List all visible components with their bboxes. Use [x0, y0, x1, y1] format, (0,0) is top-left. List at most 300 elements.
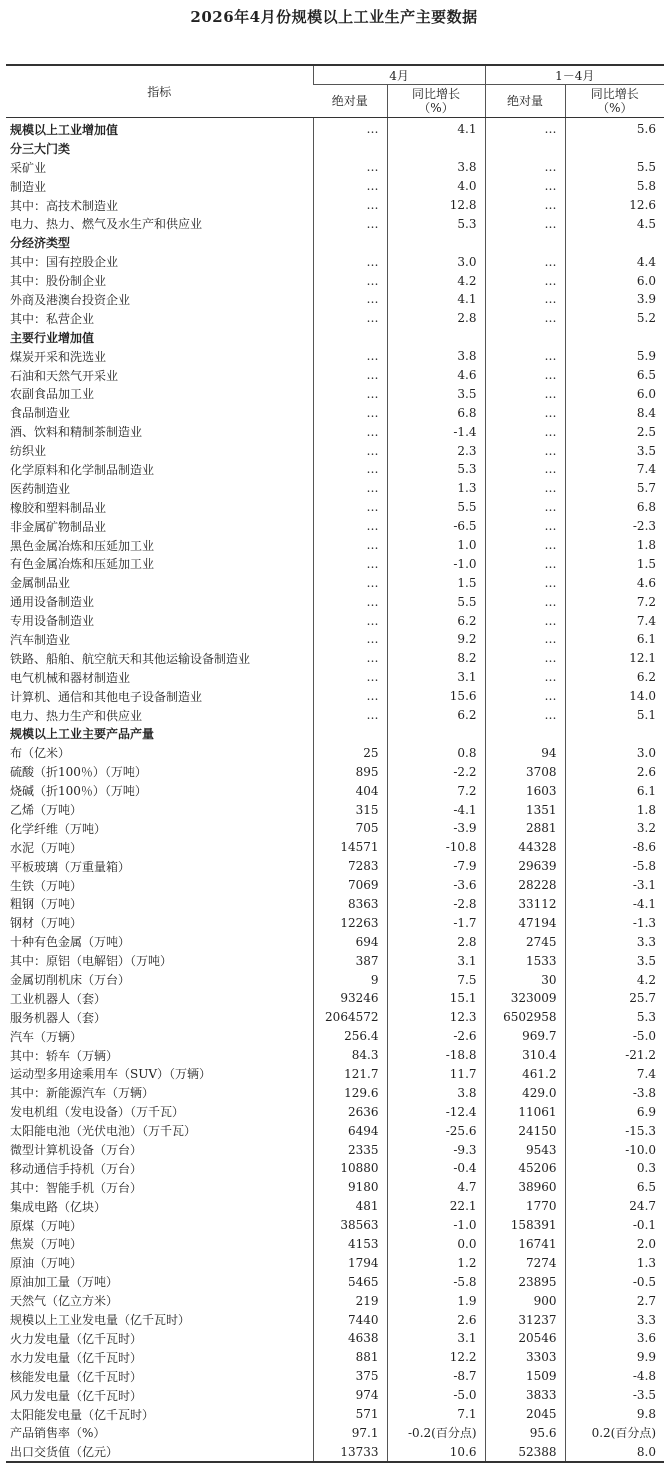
- cum-yoy-cell: 7.4: [565, 460, 664, 479]
- cum-absolute-cell: …: [485, 271, 565, 290]
- indicator-label: 外商及港澳台投资企业: [10, 292, 131, 307]
- table-row: [6, 819, 664, 838]
- cum-yoy-cell: -3.8: [565, 1083, 664, 1102]
- table-body: [6, 118, 664, 1463]
- table-row: [6, 177, 664, 196]
- month-yoy-cell: 12.8: [387, 196, 485, 215]
- indicator-label: 采矿业: [10, 160, 47, 175]
- cum-absolute-cell: 24150: [485, 1121, 565, 1140]
- indicator-label: 黑色金属冶炼和压延加工业: [10, 538, 155, 553]
- month-yoy-cell: [387, 233, 485, 252]
- month-absolute-cell: …: [313, 441, 387, 460]
- indicator-label: 有色金属冶炼和压延加工业: [10, 557, 155, 572]
- month-yoy-cell: -7.9: [387, 857, 485, 876]
- cum-absolute-cell: 7274: [485, 1253, 565, 1272]
- month-yoy-cell: 6.2: [387, 611, 485, 630]
- cum-yoy-cell: 5.1: [565, 706, 664, 725]
- month-yoy-cell: -12.4: [387, 1102, 485, 1121]
- month-absolute-cell: 256.4: [313, 1027, 387, 1046]
- table-row: [6, 1291, 664, 1310]
- cum-yoy-cell: 4.4: [565, 252, 664, 271]
- indicator-label: 制造业: [10, 179, 47, 194]
- cum-yoy-cell: 8.0: [565, 1442, 664, 1462]
- month-yoy-cell: -2.6: [387, 1027, 485, 1046]
- indicator-label: 通用设备制造业: [10, 595, 95, 610]
- industrial-data-table: [6, 64, 664, 1463]
- month-absolute-cell: 4638: [313, 1329, 387, 1348]
- table-row: [6, 517, 664, 536]
- indicator-label: 水力发电量（亿千瓦时）: [10, 1350, 143, 1365]
- month-yoy-cell: -4.1: [387, 800, 485, 819]
- indicator-label: 纺织业: [10, 444, 47, 459]
- indicator-label: 化学原料和化学制品制造业: [10, 462, 155, 477]
- month-absolute-cell: 9: [313, 970, 387, 989]
- month-yoy-cell: 7.1: [387, 1405, 485, 1424]
- month-absolute-cell: …: [313, 573, 387, 592]
- indicator-label: 布（亿米）: [10, 746, 71, 761]
- table-row: [6, 1140, 664, 1159]
- table-row: [6, 611, 664, 630]
- month-yoy-cell: -9.3: [387, 1140, 485, 1159]
- month-absolute-cell: …: [313, 290, 387, 309]
- month-absolute-cell: 375: [313, 1367, 387, 1386]
- cum-yoy-cell: 7.4: [565, 611, 664, 630]
- cum-yoy-cell: 12.1: [565, 649, 664, 668]
- cum-yoy-cell: 5.5: [565, 158, 664, 177]
- cum-absolute-cell: 1351: [485, 800, 565, 819]
- table-row: [6, 687, 664, 706]
- month-absolute-cell: …: [313, 517, 387, 536]
- indicator-label: 分经济类型: [10, 236, 71, 251]
- cum-absolute-cell: …: [485, 158, 565, 177]
- month-absolute-cell: …: [313, 536, 387, 555]
- table-row: [6, 441, 664, 460]
- table-row: [6, 1272, 664, 1291]
- table-row: [6, 214, 664, 233]
- month-yoy-cell: 2.8: [387, 932, 485, 951]
- table-row: [6, 857, 664, 876]
- month-absolute-cell: …: [313, 366, 387, 385]
- cum-yoy-cell: 5.8: [565, 177, 664, 196]
- month-yoy-cell: -2.8: [387, 895, 485, 914]
- cum-yoy-cell: 5.6: [565, 118, 664, 139]
- cum-absolute-cell: 1770: [485, 1197, 565, 1216]
- month-absolute-cell: 7283: [313, 857, 387, 876]
- month-absolute-cell: 97.1: [313, 1423, 387, 1442]
- indicator-label: 电气机械和器材制造业: [10, 670, 131, 685]
- indicator-label: 食品制造业: [10, 406, 71, 421]
- indicator-label: 其中：国有控股企业: [10, 255, 119, 270]
- month-yoy-cell: 3.1: [387, 1329, 485, 1348]
- cum-absolute-cell: [485, 725, 565, 744]
- table-row: [6, 1329, 664, 1348]
- month-yoy-cell: -5.8: [387, 1272, 485, 1291]
- month-absolute-cell: 93246: [313, 989, 387, 1008]
- cum-yoy-cell: 7.4: [565, 1065, 664, 1084]
- month-absolute-cell: …: [313, 460, 387, 479]
- yoy-label-line2: （%）: [597, 101, 633, 115]
- month-yoy-cell: -3.9: [387, 819, 485, 838]
- cum-absolute-header: [485, 85, 565, 118]
- cum-absolute-cell: …: [485, 630, 565, 649]
- cum-absolute-cell: 31237: [485, 1310, 565, 1329]
- month-absolute-cell: 387: [313, 951, 387, 970]
- cum-absolute-cell: 33112: [485, 895, 565, 914]
- cum-yoy-cell: 6.1: [565, 781, 664, 800]
- month-absolute-cell: …: [313, 118, 387, 139]
- table-row: [6, 271, 664, 290]
- cum-yoy-cell: 9.9: [565, 1348, 664, 1367]
- cum-yoy-cell: 5.9: [565, 347, 664, 366]
- month-yoy-cell: -5.0: [387, 1386, 485, 1405]
- month-absolute-cell: 4153: [313, 1235, 387, 1254]
- table-row: [6, 1216, 664, 1235]
- cum-yoy-cell: 6.9: [565, 1102, 664, 1121]
- cum-absolute-cell: …: [485, 252, 565, 271]
- indicator-label: 原油（万吨）: [10, 1256, 83, 1271]
- cum-absolute-cell: …: [485, 196, 565, 215]
- cum-yoy-cell: 3.2: [565, 819, 664, 838]
- cum-yoy-cell: 3.3: [565, 1310, 664, 1329]
- cum-yoy-cell: -5.8: [565, 857, 664, 876]
- table-row: [6, 706, 664, 725]
- cum-yoy-cell: 2.6: [565, 762, 664, 781]
- month-yoy-cell: 12.3: [387, 1008, 485, 1027]
- month-absolute-cell: …: [313, 706, 387, 725]
- table-row: [6, 139, 664, 158]
- table-row: [6, 1046, 664, 1065]
- indicator-label: 微型计算机设备（万台）: [10, 1143, 143, 1158]
- cum-yoy-cell: 3.3: [565, 932, 664, 951]
- month-absolute-cell: 2636: [313, 1102, 387, 1121]
- cum-absolute-cell: 11061: [485, 1102, 565, 1121]
- cum-yoy-cell: 14.0: [565, 687, 664, 706]
- cum-absolute-cell: …: [485, 706, 565, 725]
- cum-yoy-cell: 1.8: [565, 536, 664, 555]
- cum-absolute-cell: 20546: [485, 1329, 565, 1348]
- month-absolute-cell: …: [313, 196, 387, 215]
- indicator-label: 汽车（万辆）: [10, 1029, 83, 1044]
- month-absolute-cell: 8363: [313, 895, 387, 914]
- indicator-label: 其中：轿车（万辆）: [10, 1048, 119, 1063]
- table-row: [6, 554, 664, 573]
- table-row: [6, 725, 664, 744]
- cum-absolute-cell: …: [485, 479, 565, 498]
- table-row: [6, 1065, 664, 1084]
- table-row: [6, 233, 664, 252]
- month-absolute-cell: …: [313, 271, 387, 290]
- indicator-label: 粗钢（万吨）: [10, 897, 83, 912]
- cum-yoy-cell: 7.2: [565, 592, 664, 611]
- month-absolute-cell: …: [313, 498, 387, 517]
- month-absolute-cell: 481: [313, 1197, 387, 1216]
- cum-absolute-cell: 23895: [485, 1272, 565, 1291]
- cum-absolute-cell: …: [485, 687, 565, 706]
- month-absolute-cell: 219: [313, 1291, 387, 1310]
- month-absolute-cell: 12263: [313, 913, 387, 932]
- month-absolute-cell: …: [313, 252, 387, 271]
- table-row: [6, 1159, 664, 1178]
- indicator-label: 专用设备制造业: [10, 614, 95, 629]
- cum-yoy-cell: [565, 725, 664, 744]
- indicator-label: 火力发电量（亿千瓦时）: [10, 1331, 143, 1346]
- month-yoy-cell: 3.5: [387, 384, 485, 403]
- month-yoy-cell: 1.3: [387, 479, 485, 498]
- month-absolute-cell: 895: [313, 762, 387, 781]
- cum-yoy-header: [565, 85, 664, 118]
- cum-yoy-cell: 3.5: [565, 951, 664, 970]
- table-row: [6, 781, 664, 800]
- month-absolute-cell: 7440: [313, 1310, 387, 1329]
- table-row: [6, 1253, 664, 1272]
- cum-absolute-cell: …: [485, 498, 565, 517]
- month-yoy-cell: 0.0: [387, 1235, 485, 1254]
- table-row: [6, 592, 664, 611]
- indicator-label: 金属切削机床（万台）: [10, 973, 131, 988]
- cum-absolute-cell: 429.0: [485, 1083, 565, 1102]
- month-absolute-cell: 14571: [313, 838, 387, 857]
- table-row: [6, 762, 664, 781]
- table-row: [6, 1197, 664, 1216]
- indicator-label: 产品销售率（%）: [10, 1426, 106, 1441]
- cum-yoy-cell: 6.1: [565, 630, 664, 649]
- cum-absolute-cell: 158391: [485, 1216, 565, 1235]
- month-yoy-cell: -25.6: [387, 1121, 485, 1140]
- month-absolute-cell: …: [313, 687, 387, 706]
- indicator-label: 十种有色金属（万吨）: [10, 935, 131, 950]
- month-yoy-cell: 4.1: [387, 290, 485, 309]
- table-row: [6, 403, 664, 422]
- cum-yoy-cell: -1.3: [565, 913, 664, 932]
- month-yoy-cell: 7.2: [387, 781, 485, 800]
- month-absolute-cell: 315: [313, 800, 387, 819]
- table-row: [6, 1235, 664, 1254]
- cum-absolute-cell: …: [485, 460, 565, 479]
- month-yoy-cell: 9.2: [387, 630, 485, 649]
- cum-yoy-cell: -3.1: [565, 876, 664, 895]
- table-row: [6, 1405, 664, 1424]
- abs-label: 绝对量: [331, 94, 368, 108]
- month-absolute-cell: 9180: [313, 1178, 387, 1197]
- cum-absolute-cell: …: [485, 214, 565, 233]
- month-yoy-cell: [387, 139, 485, 158]
- month-absolute-cell: 881: [313, 1348, 387, 1367]
- cum-yoy-cell: [565, 139, 664, 158]
- month-yoy-cell: 3.1: [387, 668, 485, 687]
- table-row: [6, 1027, 664, 1046]
- cum-absolute-cell: 52388: [485, 1442, 565, 1462]
- cum-yoy-cell: -8.6: [565, 838, 664, 857]
- cum-absolute-cell: 2881: [485, 819, 565, 838]
- cum-yoy-cell: 2.7: [565, 1291, 664, 1310]
- month-yoy-cell: 0.8: [387, 743, 485, 762]
- month-yoy-cell: -1.0: [387, 1216, 485, 1235]
- month-yoy-cell: 4.2: [387, 271, 485, 290]
- table-row: [6, 630, 664, 649]
- table-row: [6, 366, 664, 385]
- cum-absolute-cell: 28228: [485, 876, 565, 895]
- indicator-label: 化学纤维（万吨）: [10, 821, 107, 836]
- month-yoy-cell: 3.8: [387, 158, 485, 177]
- indicator-label: 医药制造业: [10, 481, 71, 496]
- indicator-label: 服务机器人（套）: [10, 1010, 107, 1025]
- indicator-label: 核能发电量（亿千瓦时）: [10, 1369, 143, 1384]
- table-row: [6, 384, 664, 403]
- indicator-label: 发电机组（发电设备）（万千瓦）: [10, 1105, 185, 1120]
- cum-yoy-cell: -3.5: [565, 1386, 664, 1405]
- month-absolute-cell: 5465: [313, 1272, 387, 1291]
- month-yoy-cell: 4.7: [387, 1178, 485, 1197]
- month-yoy-cell: 2.8: [387, 309, 485, 328]
- month-yoy-cell: 15.6: [387, 687, 485, 706]
- month-absolute-cell: …: [313, 384, 387, 403]
- month-yoy-cell: 5.3: [387, 460, 485, 479]
- cum-absolute-cell: 1603: [485, 781, 565, 800]
- cum-absolute-cell: 30: [485, 970, 565, 989]
- cum-absolute-cell: …: [485, 592, 565, 611]
- month-absolute-cell: …: [313, 630, 387, 649]
- period-cumulative-header: 1－4月: [485, 65, 664, 85]
- indicator-label: 规模以上工业增加值: [10, 122, 119, 137]
- cum-absolute-cell: 2745: [485, 932, 565, 951]
- cum-absolute-cell: 900: [485, 1291, 565, 1310]
- cum-yoy-cell: 6.5: [565, 366, 664, 385]
- month-yoy-cell: [387, 725, 485, 744]
- month-absolute-cell: [313, 139, 387, 158]
- cum-absolute-cell: 3833: [485, 1386, 565, 1405]
- month-yoy-cell: 3.8: [387, 1083, 485, 1102]
- cum-absolute-cell: …: [485, 422, 565, 441]
- cum-yoy-cell: 3.0: [565, 743, 664, 762]
- cum-yoy-cell: 5.7: [565, 479, 664, 498]
- indicator-label: 其中：股份制企业: [10, 274, 107, 289]
- cum-absolute-cell: 45206: [485, 1159, 565, 1178]
- table-row: [6, 932, 664, 951]
- indicator-label: 其中：智能手机（万台）: [10, 1180, 143, 1195]
- indicator-label: 平板玻璃（万重量箱）: [10, 859, 131, 874]
- cum-absolute-cell: …: [485, 177, 565, 196]
- cum-absolute-cell: [485, 139, 565, 158]
- cum-yoy-cell: -21.2: [565, 1046, 664, 1065]
- cum-absolute-cell: 47194: [485, 913, 565, 932]
- table-row: [6, 913, 664, 932]
- cum-absolute-cell: 16741: [485, 1235, 565, 1254]
- cum-yoy-cell: -15.3: [565, 1121, 664, 1140]
- indicator-label: 计算机、通信和其他电子设备制造业: [10, 689, 203, 704]
- month-absolute-cell: …: [313, 403, 387, 422]
- cum-absolute-cell: [485, 233, 565, 252]
- month-absolute-cell: 10880: [313, 1159, 387, 1178]
- cum-absolute-cell: …: [485, 309, 565, 328]
- indicator-label: 汽车制造业: [10, 632, 71, 647]
- indicator-label: 太阳能发电量（亿千瓦时）: [10, 1407, 155, 1422]
- cum-yoy-cell: 6.0: [565, 384, 664, 403]
- table-row: [6, 1367, 664, 1386]
- cum-yoy-cell: 3.9: [565, 290, 664, 309]
- cum-absolute-cell: 6502958: [485, 1008, 565, 1027]
- month-absolute-cell: 2064572: [313, 1008, 387, 1027]
- cum-yoy-cell: 6.2: [565, 668, 664, 687]
- cum-absolute-cell: 94: [485, 743, 565, 762]
- table-row: [6, 573, 664, 592]
- cum-absolute-cell: 323009: [485, 989, 565, 1008]
- cum-absolute-cell: …: [485, 611, 565, 630]
- cum-yoy-cell: -10.0: [565, 1140, 664, 1159]
- cum-absolute-cell: 3708: [485, 762, 565, 781]
- yoy-label-line2: （%）: [418, 101, 454, 115]
- cum-yoy-cell: 1.8: [565, 800, 664, 819]
- month-yoy-header: [387, 85, 485, 118]
- cum-yoy-cell: 12.6: [565, 196, 664, 215]
- table-row: [6, 970, 664, 989]
- cum-absolute-cell: …: [485, 649, 565, 668]
- table-row: [6, 118, 664, 139]
- cum-yoy-cell: 6.0: [565, 271, 664, 290]
- month-yoy-cell: -2.2: [387, 762, 485, 781]
- month-yoy-cell: 3.0: [387, 252, 485, 271]
- table-row: [6, 460, 664, 479]
- month-absolute-cell: …: [313, 592, 387, 611]
- month-yoy-cell: [387, 328, 485, 347]
- cum-yoy-cell: 4.5: [565, 214, 664, 233]
- indicator-label: 天然气（亿立方米）: [10, 1294, 119, 1309]
- indicator-label: 原油加工量（万吨）: [10, 1275, 119, 1290]
- indicator-label: 原煤（万吨）: [10, 1218, 83, 1233]
- table-row: [6, 1348, 664, 1367]
- month-yoy-cell: 3.8: [387, 347, 485, 366]
- table-row: [6, 951, 664, 970]
- cum-absolute-cell: [485, 328, 565, 347]
- table-row: [6, 838, 664, 857]
- cum-absolute-cell: …: [485, 384, 565, 403]
- indicator-label: 酒、饮料和精制茶制造业: [10, 425, 143, 440]
- indicator-label: 焦炭（万吨）: [10, 1237, 83, 1252]
- abs-label: 绝对量: [507, 94, 544, 108]
- table-row: [6, 1423, 664, 1442]
- table-row: [6, 649, 664, 668]
- table-row: [6, 1178, 664, 1197]
- month-yoy-cell: 2.6: [387, 1310, 485, 1329]
- table-row: [6, 1386, 664, 1405]
- indicator-label: 其中：高技术制造业: [10, 198, 119, 213]
- indicator-label: 铁路、船舶、航空航天和其他运输设备制造业: [10, 651, 251, 666]
- indicator-label: 农副食品加工业: [10, 387, 95, 402]
- cum-yoy-cell: 2.5: [565, 422, 664, 441]
- cum-absolute-cell: …: [485, 668, 565, 687]
- table-row: [6, 876, 664, 895]
- month-yoy-cell: 4.6: [387, 366, 485, 385]
- cum-yoy-cell: 3.6: [565, 1329, 664, 1348]
- cum-absolute-cell: …: [485, 536, 565, 555]
- indicator-label: 运动型多用途乘用车（SUV）（万辆）: [10, 1067, 212, 1082]
- cum-absolute-cell: 969.7: [485, 1027, 565, 1046]
- cum-yoy-cell: 1.5: [565, 554, 664, 573]
- indicator-label: 分三大门类: [10, 141, 71, 156]
- indicator-label: 其中：原铝（电解铝）（万吨）: [10, 954, 173, 969]
- month-absolute-cell: 7069: [313, 876, 387, 895]
- table-row: [6, 1121, 664, 1140]
- month-absolute-cell: 25: [313, 743, 387, 762]
- indicator-label: 出口交货值（亿元）: [6, 1442, 313, 1462]
- month-absolute-cell: 694: [313, 932, 387, 951]
- table-row: [6, 1442, 664, 1462]
- month-yoy-cell: 5.5: [387, 592, 485, 611]
- indicator-label: 烧碱（折100％）（万吨）: [10, 784, 147, 799]
- table-row: [6, 536, 664, 555]
- cum-absolute-cell: …: [485, 366, 565, 385]
- cum-absolute-cell: …: [485, 554, 565, 573]
- cum-yoy-cell: -4.8: [565, 1367, 664, 1386]
